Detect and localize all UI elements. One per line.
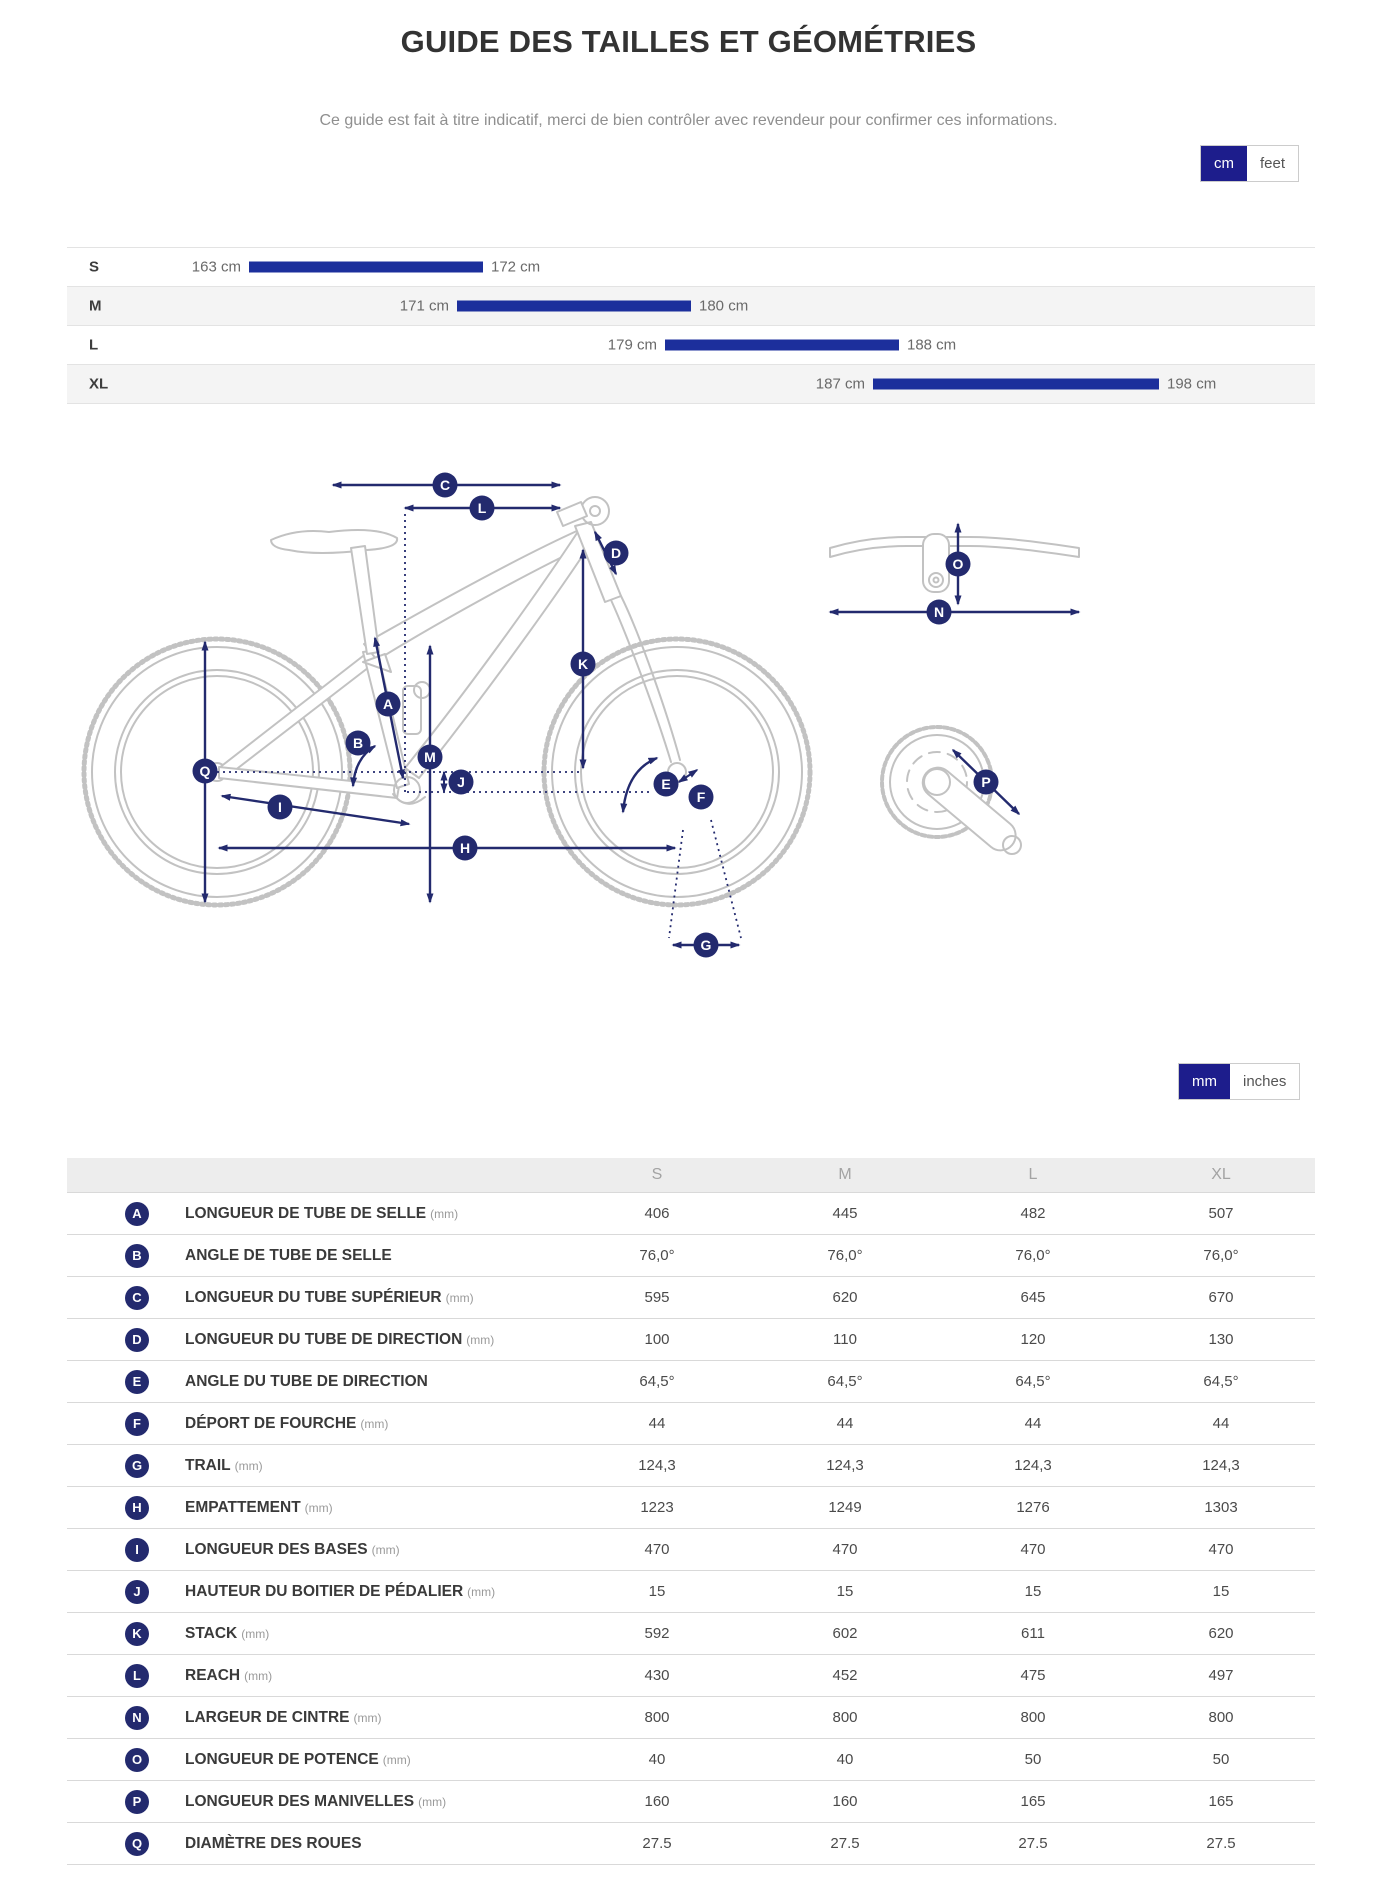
geometry-value-M: 602 <box>832 1625 858 1642</box>
geometry-value-M: 76,0° <box>827 1247 863 1264</box>
svg-text:C: C <box>439 477 451 493</box>
measurement-label: ANGLE DE TUBE DE SELLE <box>185 1246 392 1264</box>
svg-text:P: P <box>981 774 991 790</box>
geometry-value-L: 800 <box>1020 1709 1046 1726</box>
geometry-row-C <box>67 1276 1315 1318</box>
geometry-value-XL: 165 <box>1208 1793 1234 1810</box>
size-label: XL <box>89 375 109 393</box>
geometry-value-L: 475 <box>1020 1667 1046 1684</box>
geometry-value-S: 124,3 <box>638 1457 676 1474</box>
geometry-value-S: 800 <box>644 1709 670 1726</box>
measurement-unit: (mm) <box>234 1458 263 1473</box>
geometry-value-M: 15 <box>836 1583 854 1600</box>
geometry-value-S: 27.5 <box>642 1835 672 1852</box>
diagram-badge-A <box>376 692 401 717</box>
svg-text:G: G <box>700 937 712 953</box>
measurement-label: EMPATTEMENT <box>185 1498 301 1516</box>
diagram-badge-F <box>689 785 714 810</box>
geometry-row-I <box>67 1528 1315 1570</box>
unit-option-inches[interactable]: inches <box>1230 1064 1299 1099</box>
height-range-bar <box>457 301 691 312</box>
geometry-value-XL: 124,3 <box>1202 1457 1240 1474</box>
svg-text:M: M <box>424 749 436 765</box>
geometry-value-S: 470 <box>644 1541 670 1558</box>
row-letter-badge: H <box>125 1496 149 1520</box>
row-letter-badge: L <box>125 1664 149 1688</box>
size-row-L <box>67 325 1315 364</box>
geometry-value-XL: 50 <box>1212 1751 1230 1768</box>
measurement-unit: (mm) <box>244 1668 273 1683</box>
row-letter-badge: D <box>125 1328 149 1352</box>
geometry-value-L: 27.5 <box>1018 1835 1048 1852</box>
geometry-row-H <box>67 1486 1315 1528</box>
diagram-badge-M <box>418 745 443 770</box>
row-letter-badge: I <box>125 1538 149 1562</box>
geometry-table-header <box>67 1158 1315 1192</box>
measurement-label: LONGUEUR DE TUBE DE SELLE <box>185 1204 427 1222</box>
geometry-row-E <box>67 1360 1315 1402</box>
min-height-label: 187 cm <box>815 375 865 393</box>
diagram-badge-L <box>470 496 495 521</box>
geometry-value-L: 482 <box>1020 1205 1046 1222</box>
geometry-value-S: 76,0° <box>639 1247 675 1264</box>
page-subtitle: Ce guide est fait à titre indicatif, merci de bien contrôler avec revendeur pour confirmer ces informations. <box>319 112 1058 129</box>
geometry-row-B <box>67 1234 1315 1276</box>
geometry-value-XL: 1303 <box>1204 1499 1238 1516</box>
height-range-bar <box>873 379 1159 390</box>
unit-option-cm[interactable]: cm <box>1201 146 1247 181</box>
svg-text:D: D <box>610 545 622 561</box>
bike-outline <box>84 497 1079 905</box>
svg-text:K: K <box>577 656 589 672</box>
measurement-label: DÉPORT DE FOURCHE <box>185 1414 357 1432</box>
crankset <box>882 727 1022 856</box>
geometry-value-S: 592 <box>644 1625 670 1642</box>
geometry-value-L: 645 <box>1020 1289 1046 1306</box>
column-header-XL: XL <box>1211 1166 1231 1183</box>
diagram-badge-B <box>346 731 371 756</box>
max-height-label: 172 cm <box>490 258 541 276</box>
svg-text:Q: Q <box>199 763 211 779</box>
measurement-unit: (mm) <box>241 1626 270 1641</box>
geometry-value-L: 44 <box>1024 1415 1042 1432</box>
measurement-unit: (mm) <box>445 1290 474 1305</box>
svg-text:H: H <box>459 840 471 856</box>
measurement-label: LONGUEUR DE POTENCE <box>185 1750 379 1768</box>
geometry-value-XL: 44 <box>1212 1415 1230 1432</box>
measurement-label: LONGUEUR DU TUBE SUPÉRIEUR <box>185 1288 442 1306</box>
diagram-badge-D <box>604 541 629 566</box>
measurement-label: LARGEUR DE CINTRE <box>185 1708 350 1726</box>
row-letter-badge: C <box>125 1286 149 1310</box>
min-height-label: 163 cm <box>191 258 241 276</box>
geometry-value-S: 1223 <box>640 1499 674 1516</box>
row-letter-badge: F <box>125 1412 149 1436</box>
measurement-unit: (mm) <box>466 1332 495 1347</box>
max-height-label: 188 cm <box>906 336 957 354</box>
measurement-label: LONGUEUR DES MANIVELLES <box>185 1792 415 1810</box>
diagram-badge-Q <box>193 759 218 784</box>
diagram-badge-H <box>453 836 478 861</box>
geometry-value-S: 430 <box>644 1667 670 1684</box>
row-letter-badge: E <box>125 1370 149 1394</box>
measurement-label: STACK <box>185 1624 238 1642</box>
diagram-badge-I <box>268 795 293 820</box>
geometry-value-XL: 130 <box>1208 1331 1234 1348</box>
diagram-badge-C <box>433 473 458 498</box>
geometry-value-XL: 620 <box>1208 1625 1234 1642</box>
page-title: GUIDE DES TAILLES ET GÉOMÉTRIES <box>400 24 977 59</box>
geometry-row-F <box>67 1402 1315 1444</box>
column-header-M: M <box>838 1166 852 1183</box>
measurement-label: LONGUEUR DU TUBE DE DIRECTION <box>185 1330 463 1348</box>
size-label: M <box>89 297 102 315</box>
geometry-row-D <box>67 1318 1315 1360</box>
geometry-value-M: 44 <box>836 1415 854 1432</box>
geometry-row-Q <box>67 1822 1315 1865</box>
size-row-S <box>67 247 1315 286</box>
diagram-badge-J <box>449 770 474 795</box>
geometry-row-J <box>67 1570 1315 1612</box>
height-unit-toggle <box>1200 145 1299 182</box>
measurement-unit: (mm) <box>430 1206 459 1221</box>
geometry-value-XL: 800 <box>1208 1709 1234 1726</box>
geometry-value-M: 27.5 <box>830 1835 860 1852</box>
diagram-badge-N <box>927 600 952 625</box>
geometry-value-XL: 497 <box>1208 1667 1234 1684</box>
geometry-table <box>67 1158 1315 1865</box>
geometry-value-L: 470 <box>1020 1541 1046 1558</box>
row-letter-badge: P <box>125 1790 149 1814</box>
geometry-value-M: 40 <box>836 1751 854 1768</box>
geometry-row-O <box>67 1738 1315 1780</box>
svg-text:N: N <box>933 604 945 620</box>
svg-text:E: E <box>661 776 671 792</box>
measurement-label: TRAIL <box>185 1456 231 1474</box>
geometry-value-XL: 27.5 <box>1206 1835 1236 1852</box>
svg-text:O: O <box>952 556 964 572</box>
row-letter-badge: B <box>125 1244 149 1268</box>
geometry-value-XL: 670 <box>1208 1289 1234 1306</box>
geometry-value-XL: 15 <box>1212 1583 1230 1600</box>
diagram-badge-K <box>571 652 596 677</box>
geometry-row-N <box>67 1696 1315 1738</box>
geometry-value-S: 100 <box>644 1331 670 1348</box>
min-height-label: 179 cm <box>607 336 657 354</box>
row-letter-badge: G <box>125 1454 149 1478</box>
diagram-badge-E <box>654 772 679 797</box>
row-letter-badge: Q <box>125 1832 149 1856</box>
rider-height-chart <box>67 247 1315 404</box>
height-range-bar <box>665 340 899 351</box>
geometry-row-A <box>67 1192 1315 1234</box>
geometry-value-M: 64,5° <box>827 1373 863 1390</box>
max-height-label: 198 cm <box>1167 375 1217 393</box>
bike-geometry-diagram <box>67 440 1317 1010</box>
measurement-unit: (mm) <box>382 1752 411 1767</box>
geometry-value-M: 1249 <box>828 1499 862 1516</box>
svg-text:B: B <box>352 735 364 751</box>
column-header-L: L <box>1028 1166 1038 1183</box>
measurement-unit: (mm) <box>467 1584 496 1599</box>
geometry-value-M: 160 <box>832 1793 858 1810</box>
geometry-value-S: 595 <box>644 1289 670 1306</box>
geometry-row-G <box>67 1444 1315 1486</box>
svg-text:A: A <box>382 696 394 712</box>
geometry-value-M: 800 <box>832 1709 858 1726</box>
geometry-value-XL: 507 <box>1208 1205 1234 1222</box>
geometry-value-XL: 470 <box>1208 1541 1234 1558</box>
measurement-label: LONGUEUR DES BASES <box>185 1540 368 1558</box>
geometry-value-M: 445 <box>832 1205 858 1222</box>
geometry-row-K <box>67 1612 1315 1654</box>
size-row-M <box>67 286 1315 325</box>
geometry-value-M: 620 <box>832 1289 858 1306</box>
geometry-value-L: 76,0° <box>1015 1247 1051 1264</box>
measurement-label: REACH <box>185 1666 241 1684</box>
geometry-value-S: 160 <box>644 1793 670 1810</box>
measurement-label: DIAMÈTRE DES ROUES <box>185 1834 362 1852</box>
geometry-value-L: 611 <box>1021 1625 1045 1642</box>
svg-text:L: L <box>477 500 487 516</box>
measurement-unit: (mm) <box>371 1542 400 1557</box>
size-row-XL <box>67 364 1315 404</box>
unit-option-feet[interactable]: feet <box>1247 146 1298 181</box>
measurement-unit: (mm) <box>360 1416 389 1431</box>
geometry-value-L: 120 <box>1020 1331 1046 1348</box>
svg-text:I: I <box>278 799 282 815</box>
unit-option-mm[interactable]: mm <box>1179 1064 1230 1099</box>
row-letter-badge: N <box>125 1706 149 1730</box>
geometry-unit-toggle <box>1178 1063 1300 1100</box>
geometry-value-XL: 64,5° <box>1203 1373 1239 1390</box>
geometry-value-L: 165 <box>1020 1793 1046 1810</box>
min-height-label: 171 cm <box>399 297 449 315</box>
geometry-row-L <box>67 1654 1315 1696</box>
geometry-value-S: 64,5° <box>639 1373 675 1390</box>
geometry-value-L: 64,5° <box>1015 1373 1051 1390</box>
diagram-badge-G <box>694 933 719 958</box>
geometry-value-L: 124,3 <box>1014 1457 1052 1474</box>
row-letter-badge: A <box>125 1202 149 1226</box>
row-letter-badge: J <box>125 1580 149 1604</box>
column-header-S: S <box>651 1166 663 1183</box>
geometry-value-M: 452 <box>832 1667 858 1684</box>
measurement-unit: (mm) <box>304 1500 333 1515</box>
geometry-value-XL: 76,0° <box>1203 1247 1239 1264</box>
geometry-value-S: 15 <box>648 1583 666 1600</box>
geometry-value-M: 124,3 <box>826 1457 864 1474</box>
max-height-label: 180 cm <box>699 297 749 315</box>
measurement-label: ANGLE DU TUBE DE DIRECTION <box>185 1372 428 1390</box>
geometry-value-S: 40 <box>648 1751 666 1768</box>
geometry-value-S: 44 <box>648 1415 666 1432</box>
geometry-row-P <box>67 1780 1315 1822</box>
geometry-value-L: 1276 <box>1016 1499 1050 1516</box>
geometry-value-L: 50 <box>1024 1751 1042 1768</box>
measurement-label: HAUTEUR DU BOITIER DE PÉDALIER <box>185 1582 464 1600</box>
measurement-unit: (mm) <box>418 1794 447 1809</box>
row-letter-badge: K <box>125 1622 149 1646</box>
height-range-bar <box>249 262 483 273</box>
geometry-value-M: 470 <box>832 1541 858 1558</box>
svg-text:F: F <box>696 789 706 805</box>
svg-text:J: J <box>457 774 465 790</box>
size-label: L <box>89 336 99 354</box>
geometry-value-L: 15 <box>1024 1583 1042 1600</box>
size-label: S <box>89 258 100 276</box>
diagram-badge-P <box>974 770 999 795</box>
measurement-unit: (mm) <box>353 1710 382 1725</box>
row-letter-badge: O <box>125 1748 149 1772</box>
geometry-value-S: 406 <box>644 1205 670 1222</box>
geometry-value-M: 110 <box>833 1331 857 1348</box>
diagram-badge-O <box>946 552 971 577</box>
